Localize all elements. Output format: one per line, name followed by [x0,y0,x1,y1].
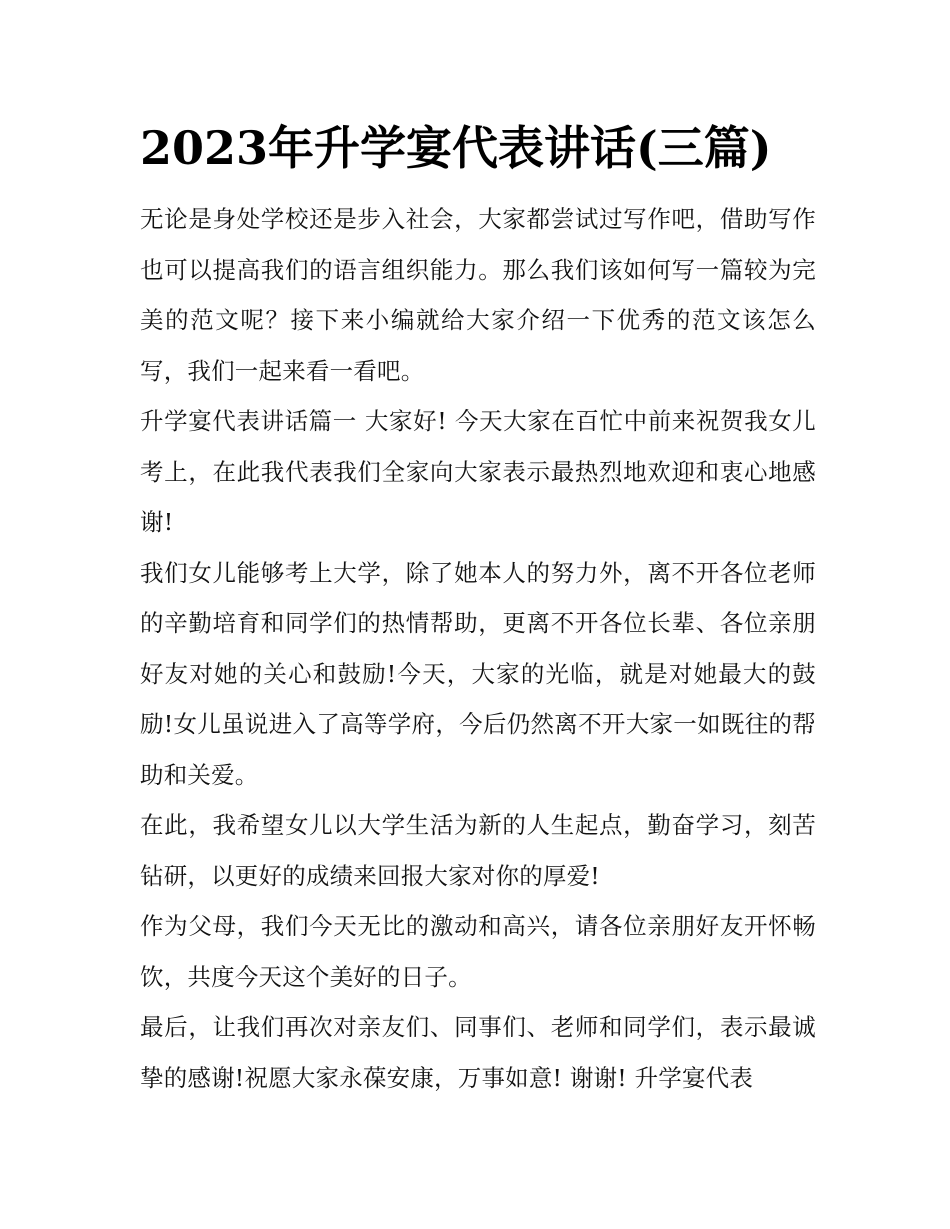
document-body [140,116,816,1103]
paragraph-intro: 无论是身处学校还是步入社会，大家都尝试过写作吧，借助写作也可以提高我们的语言组织能力。那么我们该如何写一篇较为完美的范文呢？接下来小编就给大家介绍一下优秀的范文该怎么写，我们一起来看一看吧。 [140,205,816,385]
paragraph-gratitude: 我们女儿能够考上大学，除了她本人的努力外，离不开各位老师的辛勤培育和同学们的热情帮助，更离不开各位长辈、各位亲朋好友对她的关心和鼓励!今天，大家的光临，就是对她最大的鼓励!女儿虽说进入了高等学府，今后仍然离不开大家一如既往的帮助和关爱。 [140,558,816,789]
paragraph-toast: 作为父母，我们今天无比的激动和高兴，请各位亲朋好友开怀畅饮，共度今天这个美好的日子。 [140,912,816,991]
paragraph-hope: 在此，我希望女儿以大学生活为新的人生起点，勤奋学习，刻苦钻研，以更好的成绩来回报大家对你的厚爱! [140,811,816,890]
paragraph-speech-opening: 升学宴代表讲话篇一 大家好! 今天大家在百忙中前来祝贺我女儿考上，在此我代表我们全家向大家表示最热烈地欢迎和衷心地感谢! [140,407,816,536]
document-title: 2023年升学宴代表讲话(三篇) [140,121,772,175]
paragraph-closing: 最后，让我们再次对亲友们、同事们、老师和同学们，表示最诚挚的感谢!祝愿大家永葆安康，万事如意! 谢谢! 升学宴代表 [140,1013,816,1092]
